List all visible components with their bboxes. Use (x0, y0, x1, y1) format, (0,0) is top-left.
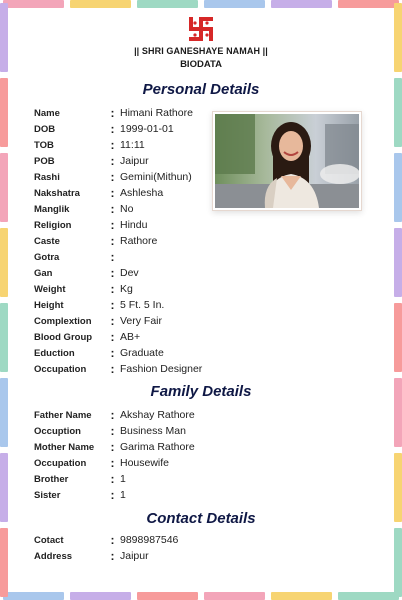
field-label: Cotact (34, 534, 64, 546)
frame-border-bottom (0, 592, 402, 600)
frame-segment (0, 303, 8, 372)
frame-segment (394, 3, 402, 72)
biodata-header (8, 14, 394, 70)
field-separator: : (110, 154, 115, 168)
field-value: 1 (120, 473, 126, 485)
field-separator: : (110, 202, 115, 216)
field-value: Dev (120, 267, 139, 279)
frame-segment (394, 78, 402, 147)
field-label: Blood Group (34, 331, 93, 343)
field-value: 1999-01-01 (120, 123, 174, 135)
frame-segment (204, 0, 265, 8)
field-separator: : (110, 330, 115, 344)
field-label: Height (34, 299, 64, 311)
field-separator: : (110, 488, 115, 502)
field-label: Caste (34, 235, 60, 247)
frame-segment (0, 528, 8, 597)
field-label: DOB (34, 123, 56, 135)
field-value: Graduate (120, 347, 164, 359)
family-detail-row (34, 455, 195, 471)
field-label: Father Name (34, 409, 92, 421)
frame-segment (394, 378, 402, 447)
frame-segment (271, 0, 332, 8)
field-separator: : (110, 408, 115, 422)
personal-detail-row (34, 105, 202, 121)
family-details-title: Family Details (150, 383, 252, 400)
frame-segment (394, 153, 402, 222)
field-label: Weight (34, 283, 66, 295)
field-label: Mother Name (34, 441, 95, 453)
frame-segment (271, 592, 332, 600)
frame-segment (0, 78, 8, 147)
profile-photo (215, 114, 359, 208)
field-separator: : (110, 549, 115, 563)
frame-segment (394, 453, 402, 522)
document-title: BIODATA (180, 59, 222, 70)
field-label: Occupation (34, 457, 87, 469)
field-value: Very Fair (120, 315, 163, 327)
personal-details-title: Personal Details (142, 81, 260, 98)
frame-segment (338, 592, 399, 600)
field-separator: : (110, 346, 115, 360)
field-label: Rashi (34, 171, 60, 183)
field-separator: : (110, 533, 115, 547)
field-value: AB+ (120, 331, 141, 343)
frame-segment (0, 153, 8, 222)
field-separator: : (110, 266, 115, 280)
frame-segment (70, 0, 131, 8)
frame-segment (394, 303, 402, 372)
field-label: Eduction (34, 347, 75, 359)
field-value: No (120, 203, 134, 215)
field-label: Sister (34, 489, 61, 501)
field-separator: : (110, 472, 115, 486)
frame-segment (394, 228, 402, 297)
biodata-sheet (8, 8, 394, 592)
frame-segment (3, 0, 64, 8)
field-value: 5 Ft. 5 In. (120, 299, 165, 311)
frame-segment (0, 378, 8, 447)
field-separator: : (110, 250, 115, 264)
field-label: Religion (34, 219, 72, 231)
frame-segment (0, 453, 8, 522)
field-value: Akshay Rathore (120, 409, 195, 421)
field-separator: : (110, 186, 115, 200)
field-label: TOB (34, 139, 54, 151)
swastik-icon (186, 14, 216, 44)
field-value: Hindu (120, 219, 148, 231)
field-label: Brother (34, 473, 69, 485)
contact-detail-row (34, 548, 178, 564)
field-separator: : (110, 424, 115, 438)
field-label: Gotra (34, 251, 60, 263)
field-value: Gemini(Mithun) (120, 171, 192, 183)
family-detail-row (34, 407, 195, 423)
personal-detail-row (34, 233, 202, 249)
field-value: 9898987546 (120, 534, 179, 546)
frame-segment (3, 592, 64, 600)
field-separator: : (110, 314, 115, 328)
field-value: Kg (120, 283, 133, 295)
frame-segment (338, 0, 399, 8)
field-label: POB (34, 155, 55, 167)
field-separator: : (110, 282, 115, 296)
field-value: Rathore (120, 235, 158, 247)
contact-details-list (34, 532, 178, 564)
family-detail-row (34, 487, 195, 503)
field-value: Housewife (120, 457, 170, 469)
field-separator: : (110, 170, 115, 184)
field-value: Jaipur (120, 155, 149, 167)
personal-detail-row (34, 137, 202, 153)
field-label: Manglik (34, 203, 70, 215)
personal-detail-row (34, 217, 202, 233)
field-separator: : (110, 298, 115, 312)
field-label: Occupation (34, 363, 87, 375)
field-separator: : (110, 106, 115, 120)
field-separator: : (110, 234, 115, 248)
portrait-photo-icon (215, 114, 359, 208)
personal-details-list (34, 105, 202, 377)
field-label: Address (34, 550, 73, 562)
profile-photo-frame (212, 111, 362, 211)
field-value: Business Man (120, 425, 186, 437)
personal-detail-row (34, 281, 202, 297)
frame-border-left (0, 0, 8, 600)
personal-detail-row (34, 185, 202, 201)
field-label: Gan (34, 267, 53, 279)
personal-detail-row (34, 153, 202, 169)
field-separator: : (110, 362, 115, 376)
field-value: Ashlesha (120, 187, 164, 199)
personal-detail-row (34, 201, 202, 217)
personal-detail-row (34, 345, 202, 361)
field-label: Complextion (34, 315, 92, 327)
field-value: Garima Rathore (120, 441, 195, 453)
personal-detail-row (34, 249, 202, 265)
family-detail-row (34, 423, 195, 439)
field-label: Name (34, 107, 60, 119)
frame-segment (137, 0, 198, 8)
contact-detail-row (34, 532, 178, 548)
field-separator: : (110, 456, 115, 470)
contact-details-title: Contact Details (146, 510, 256, 527)
field-value: Jaipur (120, 550, 149, 562)
frame-border-right (394, 0, 402, 600)
family-detail-row (34, 439, 195, 455)
frame-segment (0, 228, 8, 297)
field-value: Fashion Designer (120, 363, 203, 375)
personal-detail-row (34, 169, 202, 185)
personal-detail-row (34, 329, 202, 345)
field-value: 1 (120, 489, 126, 501)
personal-detail-row (34, 361, 202, 377)
personal-detail-row (34, 297, 202, 313)
field-separator: : (110, 218, 115, 232)
frame-segment (0, 3, 8, 72)
personal-detail-row (34, 313, 202, 329)
frame-border-top (0, 0, 402, 8)
field-separator: : (110, 440, 115, 454)
frame-segment (394, 528, 402, 597)
field-separator: : (110, 122, 115, 136)
frame-segment (137, 592, 198, 600)
field-label: Occuption (34, 425, 81, 437)
frame-segment (70, 592, 131, 600)
field-value: 11:11 (120, 139, 145, 151)
field-label: Nakshatra (34, 187, 80, 199)
family-detail-row (34, 471, 195, 487)
frame-segment (204, 592, 265, 600)
personal-detail-row (34, 121, 202, 137)
personal-detail-row (34, 265, 202, 281)
field-value: Himani Rathore (120, 107, 193, 119)
family-details-list (34, 407, 195, 503)
field-separator: : (110, 138, 115, 152)
mantra-text: || SHRI GANESHAYE NAMAH || (134, 46, 268, 56)
